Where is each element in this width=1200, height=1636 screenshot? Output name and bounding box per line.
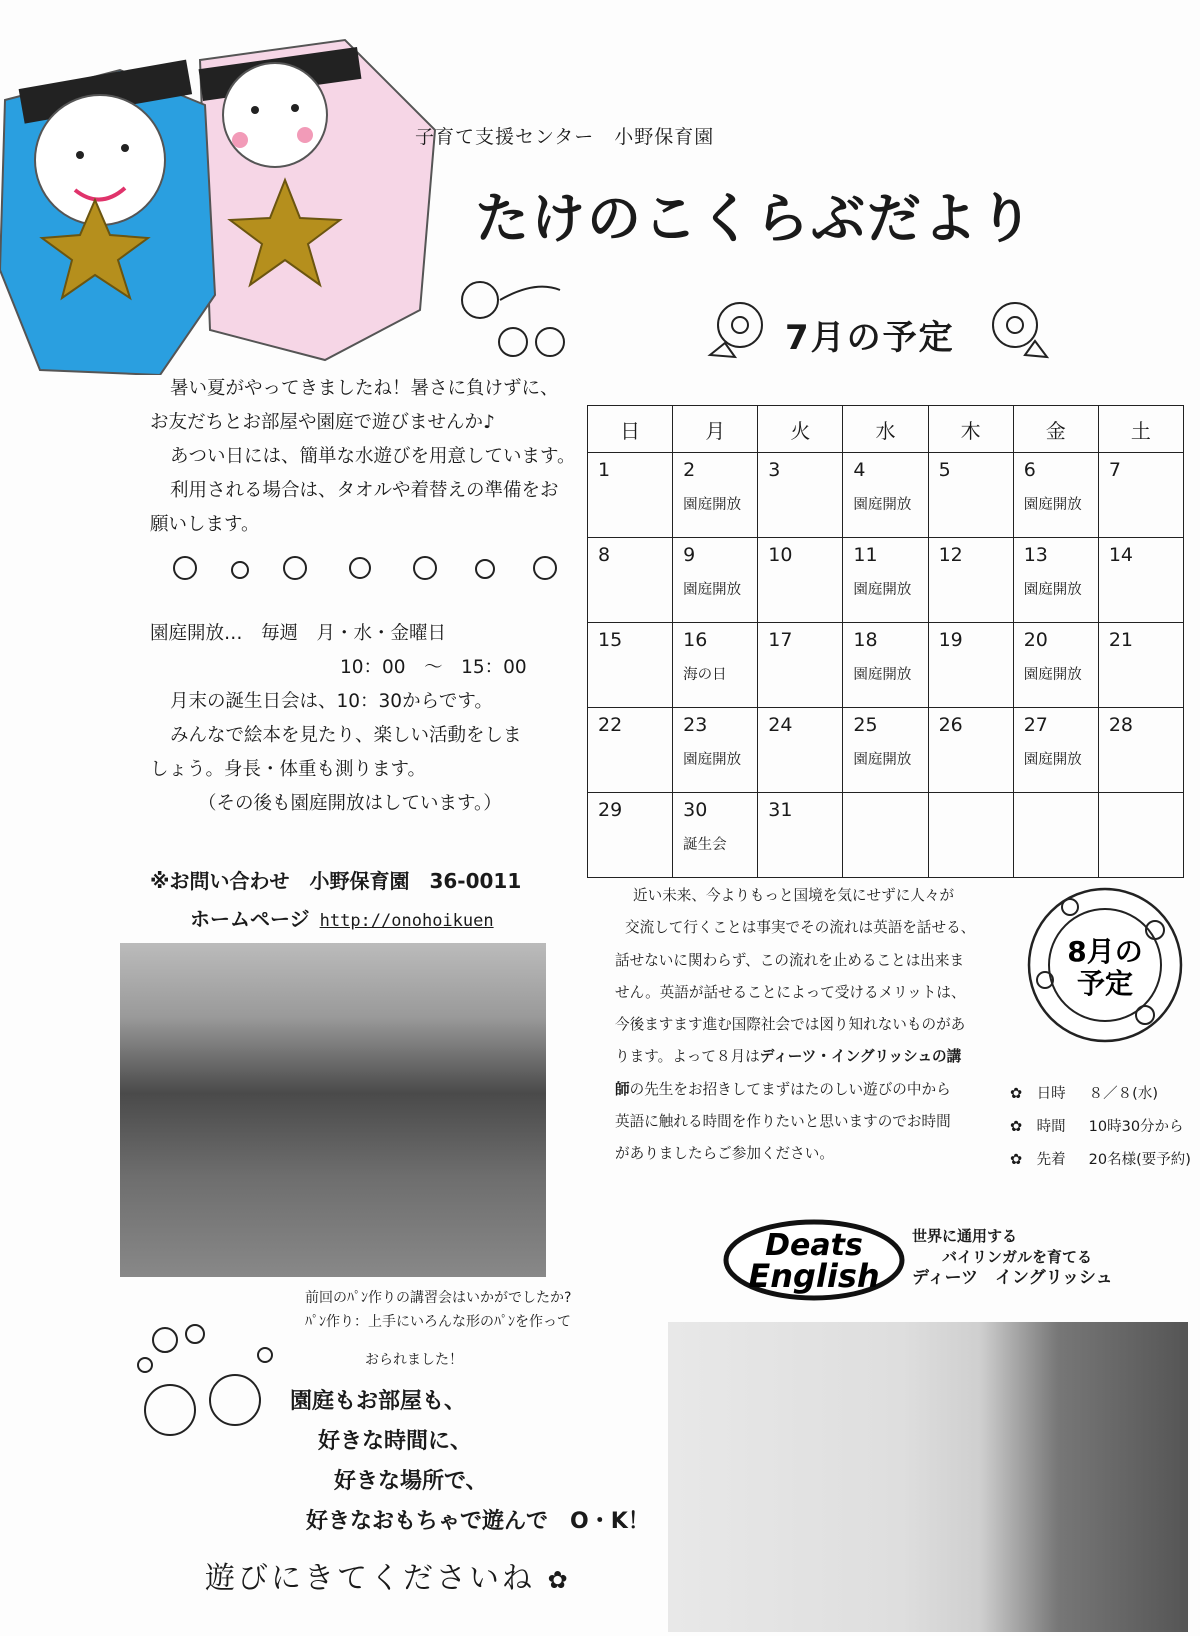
calendar-week-row (588, 708, 1184, 793)
homepage-row (190, 903, 494, 932)
calendar-day-number: 8 (598, 544, 611, 566)
calendar-day-cell (758, 623, 843, 708)
calendar-day-cell (928, 708, 1013, 793)
july-calendar (587, 405, 1184, 878)
closing-text: 遊びにきてくださいね (205, 1561, 535, 1596)
birthday-party-time: 月末の誕生日会は、10：30からです。 (170, 691, 493, 712)
calendar-day-cell (1013, 793, 1098, 878)
english-line: 話せないに関わらず、この流れを止めることは出来ま (615, 951, 965, 969)
calendar-day-cell (588, 623, 673, 708)
calendar-day-number: 16 (683, 629, 708, 651)
calendar-day-cell (1098, 538, 1183, 623)
calendar-day-cell (1098, 453, 1183, 538)
closing-message (205, 1553, 571, 1597)
intro-line: 暑い夏がやってきましたね！暑さに負けずに、 (170, 378, 559, 399)
activity-text: しょう。身長・体重も測ります。 (150, 759, 427, 780)
detail-label: 日時 (1036, 1086, 1066, 1102)
slogan-line: 好きなおもちゃで遊んで O・K！ (306, 1509, 650, 1534)
calendar-day-number: 14 (1108, 544, 1134, 566)
calendar-day-cell (1098, 708, 1183, 793)
english-line: 交流して行くことは事実でその流れは英語を話せる、 (625, 919, 976, 937)
logo-tagline-line: 世界に通用する (912, 1227, 1018, 1245)
english-line (615, 1074, 975, 1106)
calendar-day-cell (1013, 453, 1098, 538)
detail-value: 10時30分から (1088, 1119, 1184, 1135)
calendar-day-cell (1013, 708, 1098, 793)
children-bubbles-illustration (125, 1320, 295, 1455)
weekday-header: 水 (843, 406, 928, 453)
weekday-header: 土 (1098, 406, 1183, 453)
english-line: せん。英語が話せることによって受けるメリットは、 (615, 983, 966, 1001)
deats-english-logo (722, 1215, 907, 1305)
calendar-week-row (588, 538, 1184, 623)
detail-label: 先着 (1036, 1152, 1066, 1168)
calendar-day-number: 25 (853, 714, 878, 736)
calendar-day-number: 18 (853, 629, 878, 651)
calendar-day-cell (843, 623, 928, 708)
calendar-day-cell (588, 453, 673, 538)
calendar-day-number: 24 (768, 714, 793, 736)
calendar-day-number: 10 (768, 544, 793, 566)
calendar-day-number: 11 (853, 544, 878, 566)
detail-value: 20名様(要予約) (1088, 1152, 1191, 1168)
calendar-day-event: 園庭開放 (683, 582, 742, 598)
english-text: ります。よって８月は (615, 1048, 760, 1066)
detail-row (1010, 1111, 1191, 1144)
calendar-day-cell (673, 538, 758, 623)
calendar-day-number: 29 (598, 799, 623, 821)
flower-bullet-icon: ✿ (1010, 1119, 1037, 1135)
slogan-line: 園庭もお部屋も、 (290, 1389, 467, 1414)
calendar-day-number: 30 (683, 799, 708, 821)
calendar-day-event: 園庭開放 (853, 497, 912, 513)
calendar-day-number: 26 (938, 714, 963, 736)
slogan-line: 好きな場所で、 (334, 1469, 488, 1494)
calendar-day-event: 園庭開放 (683, 752, 742, 768)
calendar-day-number: 17 (768, 629, 793, 651)
calendar-day-cell (758, 453, 843, 538)
homepage-label: ホームページ (190, 907, 310, 931)
calendar-day-cell (588, 538, 673, 623)
weekday-header: 木 (928, 406, 1013, 453)
calendar-day-cell (1098, 793, 1183, 878)
august-schedule-badge (1025, 885, 1185, 1045)
calendar-day-event: 園庭開放 (1023, 752, 1082, 768)
intro-line: お友だちとお部屋や園庭で遊びませんか♪ (150, 412, 495, 433)
animal-divider-decoration (165, 552, 565, 584)
calendar-day-cell (1013, 538, 1098, 623)
calendar-day-cell (673, 453, 758, 538)
slogan-line: 好きな時間に、 (318, 1429, 473, 1454)
intro-line: 利用される場合は、タオルや着替えの準備をお (170, 480, 559, 501)
calendar-day-number: 4 (853, 459, 866, 481)
calendar-day-cell (1098, 623, 1183, 708)
calendar-day-number: 15 (598, 629, 623, 651)
english-text-bold: 師 (615, 1080, 630, 1098)
weekday-header: 日 (588, 406, 673, 453)
calendar-day-number: 20 (1023, 629, 1048, 651)
intro-paragraph (150, 372, 580, 542)
calendar-day-cell (928, 793, 1013, 878)
calendar-day-cell (843, 453, 928, 538)
logo-tagline-line: ディーツ イングリッシュ (912, 1268, 1113, 1288)
english-line: 英語に触れる時間を作りたいと思いますのでお時間 (615, 1113, 951, 1131)
slogan (290, 1382, 650, 1542)
english-line: 今後ますます進む国際社会では図り知れないものがあ (615, 1016, 966, 1034)
calendar-day-cell (758, 708, 843, 793)
flower-bullet-icon: ✿ (1010, 1152, 1037, 1168)
calendar-day-event: 園庭開放 (853, 667, 912, 683)
garden-schedule-days: 園庭開放… 毎週 月・水・金曜日 (150, 623, 447, 644)
english-teacher-photo (668, 1322, 1188, 1632)
english-text: の先生をお招きしてまずはたのしい遊びの中から (629, 1080, 951, 1098)
calendar-day-cell (843, 538, 928, 623)
english-text-bold: ディーツ・イングリッシュの講 (759, 1048, 962, 1066)
bread-class-photo (120, 943, 546, 1277)
english-line (615, 1041, 975, 1073)
calendar-day-cell (673, 623, 758, 708)
detail-row (1010, 1078, 1191, 1111)
origami-dolls-illustration (0, 30, 440, 375)
english-line: がありましたらご参加ください。 (615, 1145, 834, 1163)
fan-icon: ✿ (547, 1566, 571, 1594)
july-schedule-title: 7月の予定 (785, 318, 955, 358)
calendar-day-event: 園庭開放 (853, 582, 912, 598)
calendar-day-cell (928, 623, 1013, 708)
logo-line2: English (748, 1257, 880, 1295)
calendar-day-number: 12 (938, 544, 963, 566)
photo-caption-line: 前回のﾊﾟﾝ作りの講習会はいかがでしたか? (305, 1290, 572, 1306)
weekday-header: 火 (758, 406, 843, 453)
intro-line: 願いします。 (150, 514, 260, 535)
calendar-day-number: 9 (683, 544, 696, 566)
calendar-day-cell (673, 793, 758, 878)
calendar-day-number: 6 (1023, 459, 1036, 481)
morning-glory-icon (975, 295, 1055, 365)
calendar-day-number: 13 (1023, 544, 1048, 566)
calendar-day-cell (673, 708, 758, 793)
photo-caption-line: ﾊﾟﾝ作り：上手にいろんな形のﾊﾟﾝを作って (305, 1314, 571, 1330)
logo-tagline (912, 1226, 1113, 1289)
activity-note: （その後も園庭開放はしています。） (198, 793, 502, 814)
weekday-header: 金 (1013, 406, 1098, 453)
logo-tagline-line: バイリンガルを育てる (942, 1248, 1093, 1266)
calendar-day-number: 3 (768, 459, 781, 481)
august-badge-line1: 8月の (1067, 935, 1143, 968)
weekday-header: 月 (673, 406, 758, 453)
calendar-day-number: 28 (1108, 714, 1134, 736)
calendar-day-number: 27 (1023, 714, 1048, 736)
photo-caption-line: おられました！ (365, 1352, 463, 1368)
detail-label: 時間 (1036, 1119, 1066, 1135)
english-line: 近い未来、今よりもっと国境を気にせずに人々が (633, 887, 955, 904)
newsletter-title: たけのこくらぶだより (475, 187, 1035, 250)
contact-info: ※お問い合わせ 小野保育園 36-0011 (150, 869, 522, 893)
calendar-day-cell (928, 538, 1013, 623)
calendar-day-number: 21 (1108, 629, 1134, 651)
calendar-day-number: 7 (1108, 459, 1121, 481)
calendar-day-number: 2 (683, 459, 696, 481)
english-lesson-paragraph (615, 880, 975, 1171)
calendar-day-cell (588, 793, 673, 878)
calendar-day-event: 園庭開放 (1023, 497, 1082, 513)
calendar-weekday-row (588, 406, 1184, 453)
calendar-day-number: 5 (938, 459, 951, 481)
detail-value: ８／８(水) (1088, 1086, 1158, 1102)
calendar-day-event: 誕生会 (683, 837, 727, 853)
calendar-day-cell (588, 708, 673, 793)
calendar-day-cell (758, 538, 843, 623)
calendar-day-event: 園庭開放 (853, 752, 912, 768)
august-event-details (1010, 1078, 1191, 1177)
calendar-week-row (588, 453, 1184, 538)
calendar-day-event: 海の日 (683, 667, 727, 683)
homepage-link[interactable]: http://onohoikuen (319, 911, 494, 931)
calendar-day-event: 園庭開放 (1023, 582, 1082, 598)
calendar-day-number: 23 (683, 714, 708, 736)
activity-text: みんなで絵本を見たり、楽しい活動をしま (170, 725, 522, 746)
kids-water-play-illustration (445, 270, 575, 365)
detail-row (1010, 1144, 1191, 1177)
intro-line: あつい日には、簡単な水遊びを用意しています。 (170, 446, 576, 467)
calendar-day-cell (758, 793, 843, 878)
logo-line1: Deats (765, 1228, 863, 1263)
calendar-day-number: 1 (598, 459, 611, 481)
calendar-day-cell (928, 453, 1013, 538)
calendar-week-row (588, 623, 1184, 708)
august-badge-line2: 予定 (1076, 967, 1134, 1000)
garden-open-info (150, 617, 580, 821)
calendar-day-cell (843, 708, 928, 793)
calendar-day-event: 園庭開放 (1023, 667, 1082, 683)
calendar-day-event: 園庭開放 (683, 497, 742, 513)
organization-name: 子育て支援センター 小野保育園 (415, 126, 715, 148)
calendar-week-row (588, 793, 1184, 878)
calendar-day-cell (843, 793, 928, 878)
calendar-day-cell (1013, 623, 1098, 708)
garden-schedule-hours: 10：00 ～ 15：00 (340, 657, 527, 678)
flower-bullet-icon: ✿ (1010, 1086, 1037, 1102)
calendar-day-number: 22 (598, 714, 623, 736)
calendar-day-number: 31 (768, 799, 793, 821)
calendar-day-number: 19 (938, 629, 963, 651)
morning-glory-icon (700, 295, 780, 365)
